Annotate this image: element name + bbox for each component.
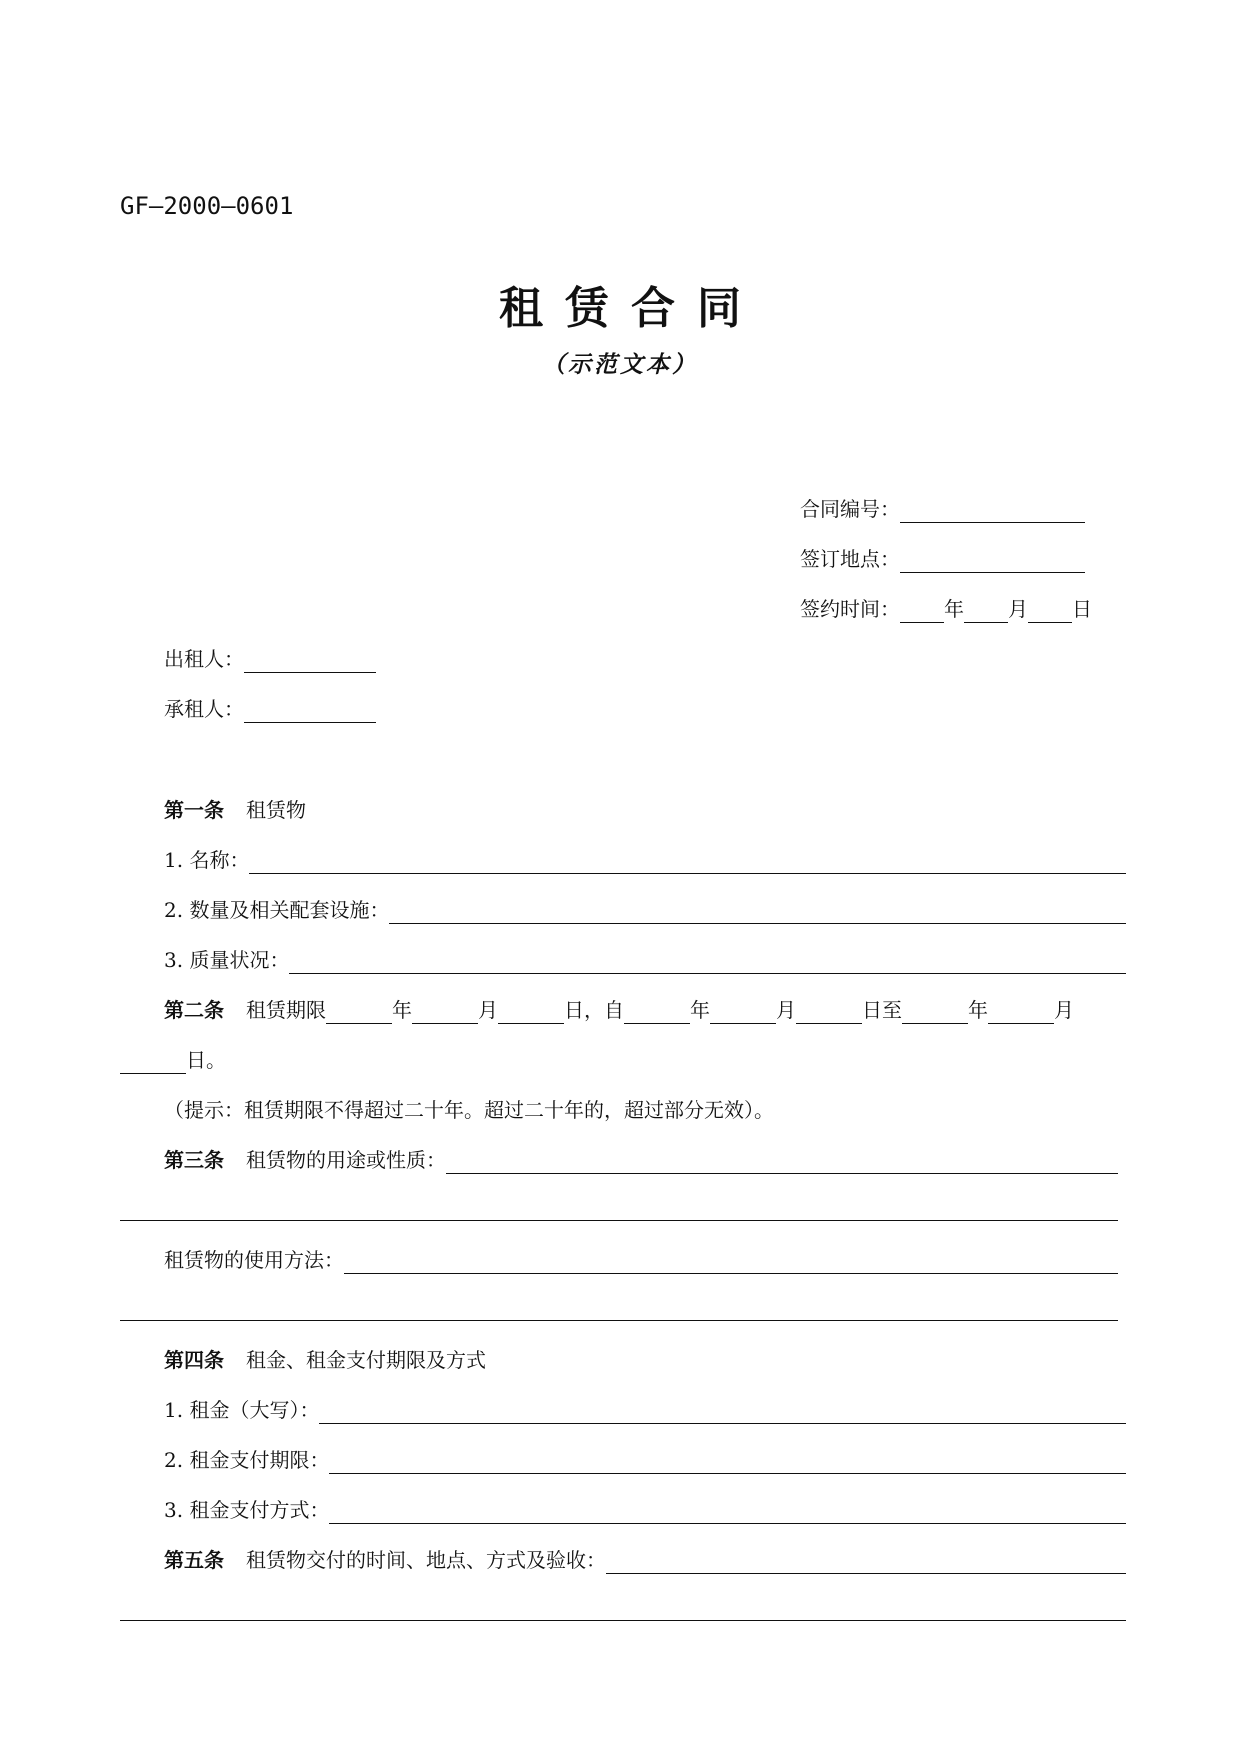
name-field[interactable]	[249, 849, 1126, 874]
article-1-item-2-label: 2. 数量及相关配套设施：	[164, 898, 390, 922]
lessee-field[interactable]	[244, 698, 376, 723]
quality-field[interactable]	[289, 949, 1126, 974]
article-1-title: 租赁物	[246, 798, 306, 822]
contract-number-row	[800, 495, 1085, 523]
article-4-heading-row	[164, 1346, 486, 1374]
contract-number-field[interactable]	[900, 498, 1085, 523]
usage-field-continued[interactable]	[120, 1320, 1118, 1321]
rent-term-label: 2. 租金支付期限：	[164, 1448, 330, 1472]
from-month-label: 月	[776, 998, 796, 1022]
to-month-label: 月	[1054, 998, 1074, 1022]
document-code: GF—2000—0601	[120, 192, 294, 220]
article-5-heading: 第五条	[164, 1548, 224, 1572]
article-1-item-3	[164, 946, 1126, 974]
to-year-field[interactable]	[902, 999, 968, 1024]
article-3-title: 租赁物的用途或性质：	[246, 1148, 446, 1172]
article-1-heading-row	[164, 796, 306, 824]
from-day-field[interactable]	[796, 999, 862, 1024]
delivery-field-continued[interactable]	[120, 1620, 1126, 1621]
purpose-field-continued[interactable]	[120, 1220, 1118, 1221]
article-4-item-3	[164, 1496, 1126, 1524]
contract-number-label: 合同编号：	[800, 497, 900, 521]
to-day-label: 日。	[186, 1048, 226, 1072]
article-1-item-2	[164, 896, 1126, 924]
rent-method-label: 3. 租金支付方式：	[164, 1498, 330, 1522]
sign-year-field[interactable]	[900, 598, 944, 623]
lessor-row	[164, 645, 376, 673]
sign-time-row	[800, 595, 1092, 623]
from-year-label: 年	[690, 998, 710, 1022]
article-1-item-1	[164, 846, 1126, 874]
article-2-row	[164, 996, 1074, 1024]
term-months-field[interactable]	[412, 999, 478, 1024]
rent-method-field[interactable]	[329, 1499, 1126, 1524]
to-day-field[interactable]	[120, 1049, 186, 1074]
lessee-label: 承租人：	[164, 697, 244, 721]
article-1-heading: 第一条	[164, 798, 224, 822]
sign-time-label: 签约时间：	[800, 597, 900, 621]
document-subtitle: （示范文本）	[542, 352, 698, 378]
article-2-title: 租赁期限	[246, 998, 326, 1022]
sign-place-field[interactable]	[900, 548, 1085, 573]
term-days-field[interactable]	[498, 999, 564, 1024]
rent-amount-label: 1. 租金（大写）：	[164, 1398, 320, 1422]
article-1-item-3-label: 3. 质量状况：	[164, 948, 290, 972]
rent-amount-field[interactable]	[319, 1399, 1126, 1424]
lessee-row	[164, 695, 376, 723]
article-5-title: 租赁物交付的时间、地点、方式及验收：	[246, 1548, 606, 1572]
sign-day-field[interactable]	[1028, 598, 1072, 623]
article-5-row	[164, 1546, 1126, 1574]
article-2-row-2	[120, 1046, 226, 1074]
article-3-row	[164, 1146, 1118, 1174]
article-2-heading: 第二条	[164, 998, 224, 1022]
to-month-field[interactable]	[988, 999, 1054, 1024]
lessor-label: 出租人：	[164, 647, 244, 671]
term-years-label: 年	[392, 998, 412, 1022]
term-from-label: 日，自	[564, 998, 624, 1022]
sign-month-field[interactable]	[964, 598, 1008, 623]
term-years-field[interactable]	[326, 999, 392, 1024]
usage-field[interactable]	[344, 1249, 1118, 1274]
sign-month-label: 月	[1008, 597, 1028, 621]
article-1-item-1-label: 1. 名称：	[164, 848, 250, 872]
document-title: 租赁合同	[499, 283, 763, 334]
article-4-heading: 第四条	[164, 1348, 224, 1372]
sign-place-row	[800, 545, 1085, 573]
to-year-label: 年	[968, 998, 988, 1022]
to-label: 日至	[862, 998, 902, 1022]
sign-year-label: 年	[944, 597, 964, 621]
article-4-item-1	[164, 1396, 1126, 1424]
usage-row	[164, 1246, 1118, 1274]
lessor-field[interactable]	[244, 648, 376, 673]
article-2-hint: （提示：租赁期限不得超过二十年。超过二十年的，超过部分无效）。	[164, 1098, 774, 1122]
term-months-label: 月	[478, 998, 498, 1022]
purpose-field[interactable]	[446, 1149, 1118, 1174]
sign-place-label: 签订地点：	[800, 547, 900, 571]
article-3-heading: 第三条	[164, 1148, 224, 1172]
from-year-field[interactable]	[624, 999, 690, 1024]
from-month-field[interactable]	[710, 999, 776, 1024]
article-4-item-2	[164, 1446, 1126, 1474]
rent-term-field[interactable]	[329, 1449, 1126, 1474]
usage-label: 租赁物的使用方法：	[164, 1248, 344, 1272]
article-4-title: 租金、租金支付期限及方式	[246, 1348, 486, 1372]
delivery-field[interactable]	[606, 1549, 1126, 1574]
sign-day-label: 日	[1072, 597, 1092, 621]
quantity-field[interactable]	[389, 899, 1126, 924]
